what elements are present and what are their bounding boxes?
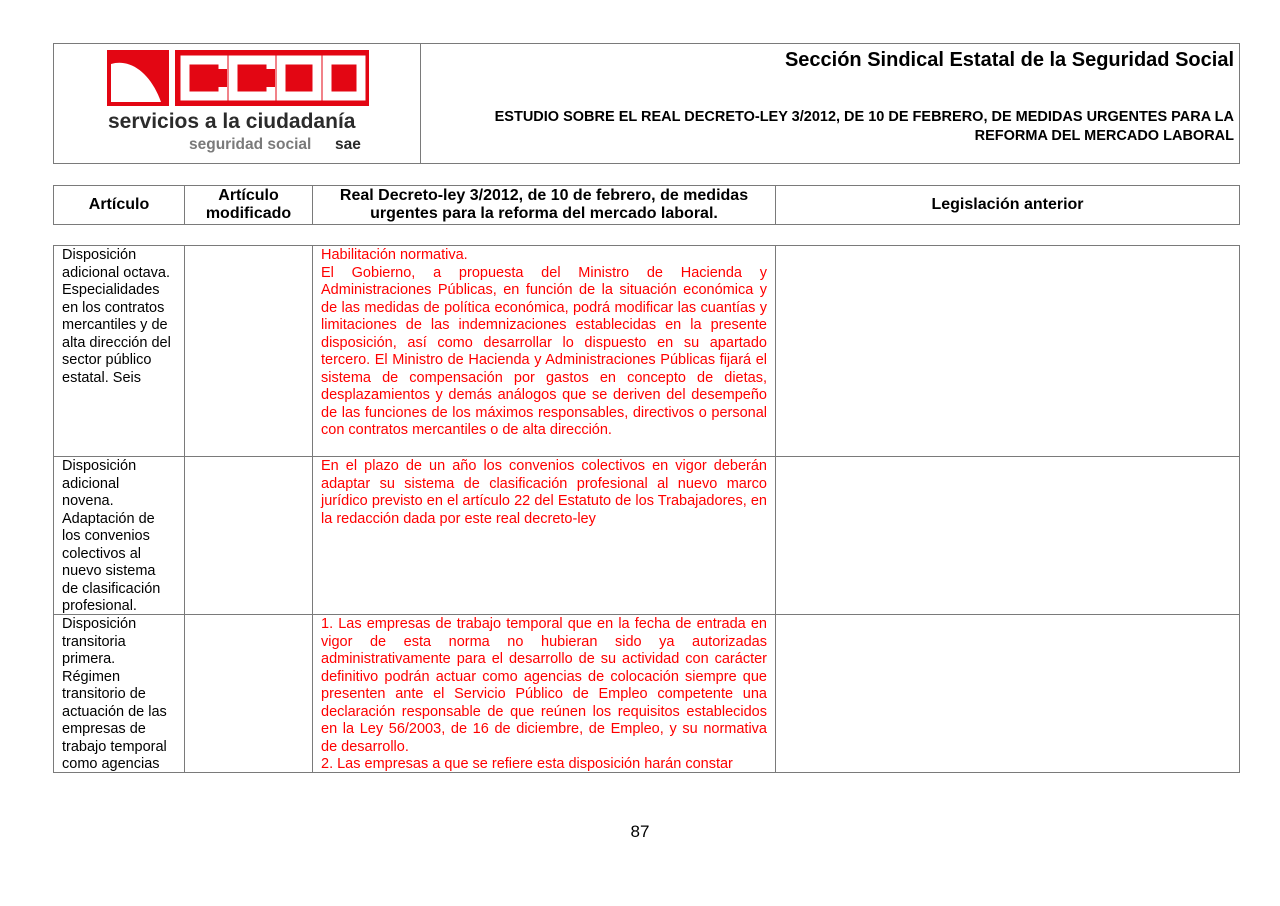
logo-line2-suffix: sae <box>335 136 361 153</box>
cell-modificado <box>185 457 313 614</box>
cell-legislacion-anterior <box>776 457 1239 614</box>
decreto-paragraph: El Gobierno, a propuesta del Ministro de Hacienda y Administraciones Públicas, en función de la situación económica y de las medidas de política económica, podrá modificar las cuantías y limitaciones de las indemnizaciones establecidas en la presente disposición, así como desarrollar lo dispuesto en su apartado tercero. El Ministro de Hacienda y Administraciones Públicas fijará el sistema de compensación por gastos en concepto de dietas, desplazamientos y demás análogos que se deriven del desempeño de las funciones de los máximos responsables, directivos o personal con contratos mercantiles o de alta dirección. <box>321 264 767 438</box>
cell-articulo <box>54 615 185 772</box>
cell-real-decreto <box>313 246 776 456</box>
cell-real-decreto <box>313 615 776 772</box>
col-header-articulo-modificado: Artículo modificado <box>185 186 313 224</box>
column-header-row <box>53 185 1240 225</box>
decreto-paragraph: En el plazo de un año los convenios colectivos en vigor deberán adaptar su sistema de clasificación profesional al nuevo marco jurídico previsto en el artículo 22 del Estatuto de los Trabajadores, en la redacción dada por este real decreto-ley <box>321 458 767 527</box>
study-title: ESTUDIO SOBRE EL REAL DECRETO-LEY 3/2012, DE 10 DE FEBRERO, DE MEDIDAS URGENTES PARA LA REFORMA DEL MERCADO LABORAL <box>494 109 1234 144</box>
org-title: Sección Sindical Estatal de la Seguridad Social <box>784 49 1234 71</box>
cell-modificado <box>185 246 313 456</box>
logo-line2-prefix: seguridad social <box>189 136 312 153</box>
articulo-text: Disposición transitoria primera. Régimen transitorio de actuación de las empresas de trabajo temporal como agencias <box>62 616 167 772</box>
col-header-legislacion-anterior: Legislación anterior <box>931 196 1084 213</box>
page-number: 87 <box>630 822 650 841</box>
comparison-table <box>53 245 1240 773</box>
cell-real-decreto <box>313 457 776 614</box>
table-row <box>54 246 1239 457</box>
decreto-paragraph: 2. Las empresas a que se refiere esta disposición harán constar <box>321 756 733 772</box>
ccoo-logo <box>107 50 369 154</box>
cell-articulo <box>54 457 185 614</box>
cell-articulo <box>54 246 185 456</box>
col-header-real-decreto: Real Decreto-ley 3/2012, de 10 de febrero, de medidas urgentes para la reforma del mercado laboral. <box>313 186 776 224</box>
cell-legislacion-anterior <box>776 246 1239 456</box>
articulo-text: Disposición adicional octava. Especialidades en los contratos mercantiles y de alta dirección del sector público estatal. Seis <box>62 247 171 386</box>
table-row <box>54 457 1239 615</box>
table-row <box>54 615 1239 772</box>
decreto-paragraph: Habilitación normativa. <box>321 247 468 263</box>
logo-line1: servicios a la ciudadanía <box>108 110 356 133</box>
decreto-paragraph: 1. Las empresas de trabajo temporal que en la fecha de entrada en vigor de esta norma no hubieran sido ya autorizadas administrativamente para el desarrollo de su actividad con carácter definitivo podrán actuar como agencias de colocación siempre que presenten ante el Servicio Público de Empleo competente una declaración responsable de que reúnen los requisitos establecidos en la Ley 56/2003, de 16 de diciembre, de Empleo, y su normativa de desarrollo. <box>321 616 767 755</box>
cell-modificado <box>185 615 313 772</box>
articulo-text: Disposición adicional novena. Adaptación de los convenios colectivos al nuevo sistema de clasificación profesional. <box>62 458 161 614</box>
header-divider <box>420 44 421 163</box>
document-header <box>53 43 1240 164</box>
cell-legislacion-anterior <box>776 615 1239 772</box>
ccoo-logo-graphic <box>107 50 369 154</box>
col-header-articulo: Artículo <box>54 186 185 224</box>
